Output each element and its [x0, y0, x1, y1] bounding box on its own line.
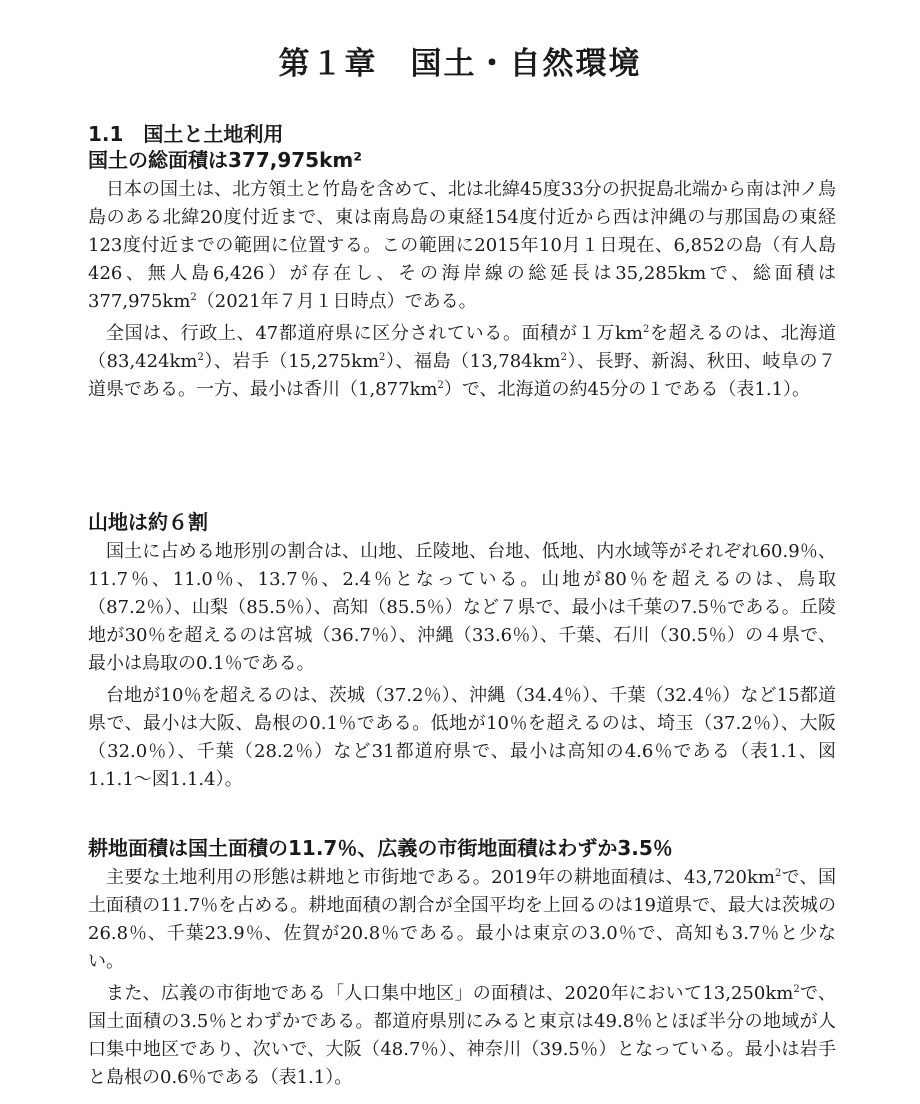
subsection-land-use [88, 834, 836, 1096]
paragraph: 主要な土地利用の形態は耕地と市街地である。2019年の耕地面積は、$43,720km^2$で、国土面積の11.7％を占める。耕地面積の割合が全国平均を上回るのは19道県で、最大は茨城の26.8％、千葉23.9％、佐賀が20.8％である。最小は東京の3.0％で、高知も3.7％と少ない。 [88, 867, 837, 972]
paragraph: 全国は、行政上、47都道府県に区分されている。面積が１万$km^2$を超えるのは、北海道$(83,424km^2)$、岩手$(15,275km^2)$、福島$(13,784km^2)$、長野、新潟、秋田、岐阜の７道県である。一方、最小は香川$(1,877km^2)$で、北海道の約45分の１である（表1.1）。 [88, 323, 836, 400]
subsection-heading: 国土の総面積は377,975km² [88, 148, 362, 172]
subsection-mountains [88, 508, 836, 798]
subsection-heading: 耕地面積は国土面積の11.7％、広義の市街地面積はわずか3.5％ [88, 836, 673, 860]
paragraph: 日本の国土は、北方領土と竹島を含めて、北は北緯45度33分の択捉島北端から南は沖ノ鳥島のある北緯20度付近まで、東は南鳥島の東経154度付近から西は沖縄の与那国島の東経123度付近までの範囲に位置する。この範囲に2015年10月１日現在、6,852の島（有人島426、無人島6,426）が存在し、その海岸線の総延長は35,285kmで、総面積は$377,975km^2(2021$年７月１日時点）である。 [88, 179, 836, 312]
paragraph: また、広義の市街地である「人口集中地区」の面積は、2020年において$13,250km^2$で、国土面積の3.5％とわずかである。都道府県別にみると東京は49.8％とほぼ半分の地域が人口集中地区であり、次いで、大阪（48.7％）、神奈川（39.5％）となっている。最小は岩手と島根の0.6％である（表1.1）。 [88, 983, 837, 1088]
paragraph: 国土に占める地形別の割合は、山地、丘陵地、台地、低地、内水域等がそれぞれ60.9％、11.7％、11.0％、13.7％、2.4％となっている。山地が80％を超えるのは、鳥取（87.2％）、山梨（85.5％）、高知（85.5％）など７県で、最小は千葉の7.5％である。丘陵地が30％を超えるのは宮城（36.7％）、沖縄（33.6％）、千葉、石川（30.5％）の４県で、最小は鳥取の0.1％である。 [88, 541, 836, 674]
subsection-total-area [88, 146, 836, 408]
section-title: 1.1 国土と土地利用 [88, 122, 284, 146]
subsection-heading: 山地は約６割 [88, 510, 208, 534]
chapter-title: 第１章 国土・自然環境 [278, 46, 642, 82]
paragraph: 台地が10％を超えるのは、茨城（37.2％）、沖縄（34.4％）、千葉（32.4％）など15都道県で、最小は大阪、島根の0.1％である。低地が10％を超えるのは、埼玉（37.2％）、大阪（32.0％）、千葉（28.2％）など31都道府県で、最小は高知の4.6％である（表1.1、図1.1.1～図1.1.4）。 [88, 685, 836, 790]
